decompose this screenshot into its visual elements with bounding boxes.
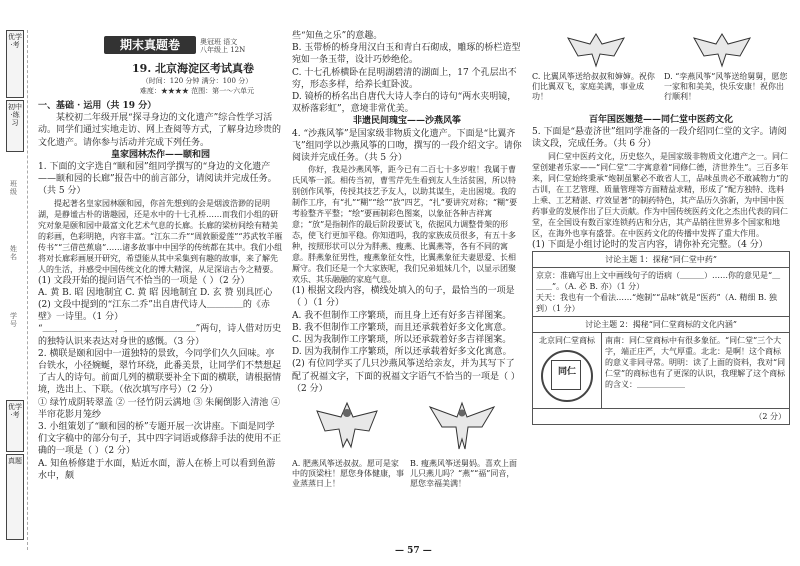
question-4-1-c[interactable]: C. 因为我制作工序繁琐，所以还承载着好多吉祥图案。 xyxy=(292,335,512,346)
fat-swallow-kite-icon xyxy=(317,403,377,447)
subject-label: 奥冠班 语文 xyxy=(200,38,238,46)
subsection-summer-palace: 皇家园林杰作——颐和园 xyxy=(110,149,210,160)
column-1 xyxy=(38,100,283,540)
activity-intro: 某校初二年级开展“探寻身边的文化遗产”综合性学习活动。同学们通过实地走访、网上查阅等方式，了解身边珍贵的文化遗产。请你参与活动并完成下列任务。 xyxy=(38,113,282,148)
question-4-1: (1) 根据文段内容，横线处填入的句子，最恰当的一项是（ ）（1 分） xyxy=(292,286,515,309)
trademark-cell xyxy=(533,332,602,408)
kite-option-a[interactable]: A. 肥燕风筝送叔叔。愿可是家中的顶梁柱！愿您身体健康，事业蒸蒸日上！ xyxy=(292,459,404,489)
discussion-table xyxy=(532,251,790,425)
question-5: 5. 下面是“悬壶济世”组同学准备的一段介绍同仁堂的文字。请阅读文段，完成任务。（共 6 分） xyxy=(532,127,787,150)
question-3-option-b[interactable]: B. 玉带桥的桥身用汉白玉和青白石砌成，雕琢的桥栏造型宛如一条玉带，设计巧妙绝伦。 xyxy=(292,43,521,66)
binding-margin xyxy=(2,30,32,550)
question-2-options[interactable]: ① 绿竹成阴转翠盖 ② 一径竹阴云满地 ③ 朱阑倒影入清池 ④ 半帘花影月笼纱 xyxy=(38,397,281,420)
twin-swallow-kite-icon xyxy=(694,34,750,66)
question-4-2: (2) 有位同学买了几只沙燕风筝送给亲友，并为其写下了配了祝福文字，下面的祝福文字语气不恰当的一项是（ ）（2 分） xyxy=(292,359,520,394)
question-3-option-d[interactable]: D. 镜桥的桥名出自唐代大诗人李白的诗句“两水夹明镜，双桥落彩虹”，意境非常优美。 xyxy=(292,92,517,115)
trademark-label: 北京同仁堂商标 xyxy=(539,335,595,345)
header-banner xyxy=(104,36,280,56)
passage-kite: 你好，我是沙燕风筝，距今已有二百七十多岁啦！我属于曹氏风筝一派。相传当初，曹雪芹先生看到友人生活贫困，所以特别创作风筝，传授其技艺予友人，以助其谋生，走出困境。我的制作工序，有“扎”“糊”“绘”“放”四艺，“扎”要讲究对称；“糊”要考验整齐平整；“绘”要画制彩色图案，以象征各种吉祥寓意；“放”是指制作的最后阶段要试飞，依据风力调整骨架的形态，使飞行更加平稳。你知道吗，我的家族成员很多，有五十多种，按照形状可以分为胖燕、瘦燕、比翼燕等，各有不同的寓意。胖燕象征男性，瘦燕象征女性，比翼燕象征夫妻恩爱、长相厮守。我们还是一个大家族呢，我们兄弟姐妹几个，以显示团聚欢乐、其乐融融的家庭气息。 xyxy=(292,165,518,285)
sidebar-tag-third: 优学·考 xyxy=(6,400,24,452)
name-label: 姓名 xyxy=(10,245,17,261)
thin-swallow-kite-icon xyxy=(430,403,494,449)
passage-tongrentang: 同仁堂中医药文化，历史悠久，是国家级非物质文化遗产之一。同仁堂创建者乐家——“同仁堂”二字寓意着“同修仁德，济世养生”。三百多年来，同仁堂始终秉承“炮制虽繁必不敢省人工，品味虽贵必不敢减物力”的古训，在工艺管理、质量管理等方面精益求精，形成了“配方独特、选料上乘、工艺精湛、疗效显著”的制药特色，其产品历久弥新，为中国中医药事业的发展作出了巨大贡献。作为中国传统医药文化之杰出代表的同仁堂，在全国设有数百家连锁药店和分店，其产品销往世界多个国家和地区，在海外也享有盛誉。在中医药文化的传播中发挥了重大作用。 xyxy=(532,151,789,238)
header-meta xyxy=(200,38,290,54)
exam-badge: 期末真题卷 xyxy=(104,36,196,54)
kite-illustrations xyxy=(292,395,522,503)
question-1: 1. 下面的文字选自“颐和园”组同学撰写的“身边的文化遗产——颐和园的长廊”报告中的前言部分，请阅读并完成任务。（共 5 分） xyxy=(38,162,277,197)
question-1-1: (1) 文段开始的提问语气不恰当的一项是（ ）（2 分） xyxy=(38,275,250,286)
topic-2-body[interactable]: 南南：同仁堂商标中有很多象征。“同仁堂”三个大字，端正庄严，大气厚重。北北：是啊！这个商标的意义非同寻常。明明：读了上面的资料，我对“同仁堂”的商标也有了更深的认识，我理解了这个商标的含义：＿＿＿＿＿＿ xyxy=(602,332,790,408)
topic-1-body xyxy=(533,267,790,316)
topic-2-title: 讨论主题 2：揭秘“同仁堂商标的文化内涵” xyxy=(533,316,790,332)
question-1-2[interactable]: (2) 文段中提到的“江东二乔”出自唐代诗人＿＿＿＿的《赤壁》一诗里。（1 分） xyxy=(38,300,270,323)
topic-1-text-2[interactable]: 天天：我也有一个看法……“炮制”“品味”就是“医药”（A. 精细 B. 独到）（1 分） xyxy=(536,292,777,313)
tongrentang-seal-icon xyxy=(541,350,593,402)
subsection-tongrentang: 百年国医翘楚——同仁堂中医药文化 xyxy=(588,115,733,125)
kite-option-c[interactable]: C. 比翼风筝送给叔叔和婶婶。祝你们比翼双飞，家庭美满，事业成功！ xyxy=(532,72,655,101)
topic-2-score: （2 分） xyxy=(533,408,790,424)
paired-swallow-kite-icon xyxy=(568,34,624,66)
question-4-1-d[interactable]: D. 因为我制作工序繁琐，所以还承载着好多文化寓意。 xyxy=(292,347,512,358)
question-5-1: (1) 下面是小组讨论时的发言内容，请你补充完整。（4 分） xyxy=(532,239,768,250)
sidebar-tag-top: 优学·考 xyxy=(6,30,24,98)
kite-option-b[interactable]: B. 瘦燕风筝送舅妈。喜欢上面儿只燕儿吗？“燕”“福”同音，愿您幸福美满！ xyxy=(410,459,517,489)
question-3-option-a[interactable]: A. 知鱼桥修建于水面，贴近水面，游人在桥上可以看到鱼游水中，颇 xyxy=(38,458,276,481)
grade-label: 八年级上 12N xyxy=(200,46,246,54)
question-4: 4. “沙燕风筝”是国家级非物质文化遗产。下面是“比翼齐飞”组同学以沙燕风筝的口吻，撰写的一段介绍文字。请你阅读并完成任务。（共 5 分） xyxy=(292,128,522,164)
column-2 xyxy=(292,30,522,540)
kite-option-d[interactable]: D. “孪燕风筝”风筝送给舅舅，愿您一家和和美美，快乐安康！祝你出行顺利！ xyxy=(664,72,788,101)
page-number: — 57 — xyxy=(395,546,432,556)
question-2: 2. 横联是颐和园中一道独特的景致，今同学们久久回味。亭台铁水，小径婉蜒，翠竹环绕，此番美景，让同学们不禁想起了古人的诗句。前面几列的横联要补全下面的横联，请根据情境，选出上、下联。（依次填写序号）（2 分） xyxy=(38,348,282,396)
exam-time-info: （时间：120 分钟 满分：100 分） xyxy=(141,77,253,85)
question-4-1-a[interactable]: A. 我不但制作工序繁琐，而且身上还有好多吉祥图案。 xyxy=(292,310,512,321)
section-heading: 一、基础 · 运用（共 19 分） xyxy=(38,101,157,111)
seal-text: 同仁 xyxy=(557,366,576,377)
sidebar-tag-second: 初中·练习 xyxy=(6,100,24,152)
topic-1-title: 讨论主题 1：探秘“同仁堂中药” xyxy=(533,251,790,267)
kite-drawings xyxy=(292,397,522,457)
kite-illustrations-2 xyxy=(532,30,790,100)
passage-corridor: 提起著名皇家园林颐和园，你首先想到的会是烟波浩渺的昆明湖，是静谧古朴的谐趣园，还是水中的十七孔桥……而我们小组的研究对象是颐和园中最富文化艺术气息的长廊。长廊的梁枋间绘有精美的彩画，色彩明艳，内容丰富。“江东二乔”“周敦颐爱莲”“苏武牧羊雁传书”“三借芭蕉扇”……诸多故事中中国学的传统都在其中。我们小组将对长廊彩画展开研究，希望能从其中采集到有趣的故事，来了解先人的生活，并感受中国传统文化的博大精深，从足深谙古今之精要。 xyxy=(38,198,283,274)
student-number-label: 学号 xyxy=(10,312,17,328)
question-1-1-options[interactable]: A. 黄 B. 昭 因地制宜 C. 黄 昭 因地制宜 D. 玄 赞 别具匠心 xyxy=(38,287,273,298)
option-a-continued: 些“知鱼之乐”的意趣。 xyxy=(292,31,383,41)
question-4-1-b[interactable]: B. 我不但制作工序繁琐，而且还承载着好多文化寓意。 xyxy=(292,322,512,333)
sidebar-tag-bottom: 真题 xyxy=(6,454,24,540)
question-3: 3. 小组策划了“颐和园的桥”专题开展一次讲座。下面是同学们文字稿中的部分句子，其中四字词语或修辞手法的使用不正确的一项是（ ）（2 分） xyxy=(38,422,282,457)
kite-drawings-2 xyxy=(532,30,790,72)
topic-1-text[interactable]: 京京：准确写出上文中画线句子的语病（＿＿＿）……你的意见是“＿＿＿”。（A. 必 B. 亦）（1 分） xyxy=(536,270,781,291)
subsection-kite: 非遗民间瑰宝——沙燕风筝 xyxy=(352,116,461,127)
column-3 xyxy=(532,30,790,546)
exam-difficulty: 难度：★★★★ 范围：第一～六单元 xyxy=(139,87,255,95)
exam-title: 19. 北京海淀区考试真卷 xyxy=(132,62,254,75)
question-3-option-c[interactable]: C. 十七孔桥横卧在昆明湖碧清的湖面上，17 个孔层出不穷，形态多样，给养长虹卧波。 xyxy=(292,67,517,90)
class-label: 班级 xyxy=(10,180,17,196)
cut-line xyxy=(27,30,28,550)
question-1-3[interactable]: “＿＿＿＿＿＿＿＿，＿＿＿＿＿＿＿＿”两句，诗人借对历史的独特认识来表达对身世的感慨。（3 分） xyxy=(38,324,282,347)
